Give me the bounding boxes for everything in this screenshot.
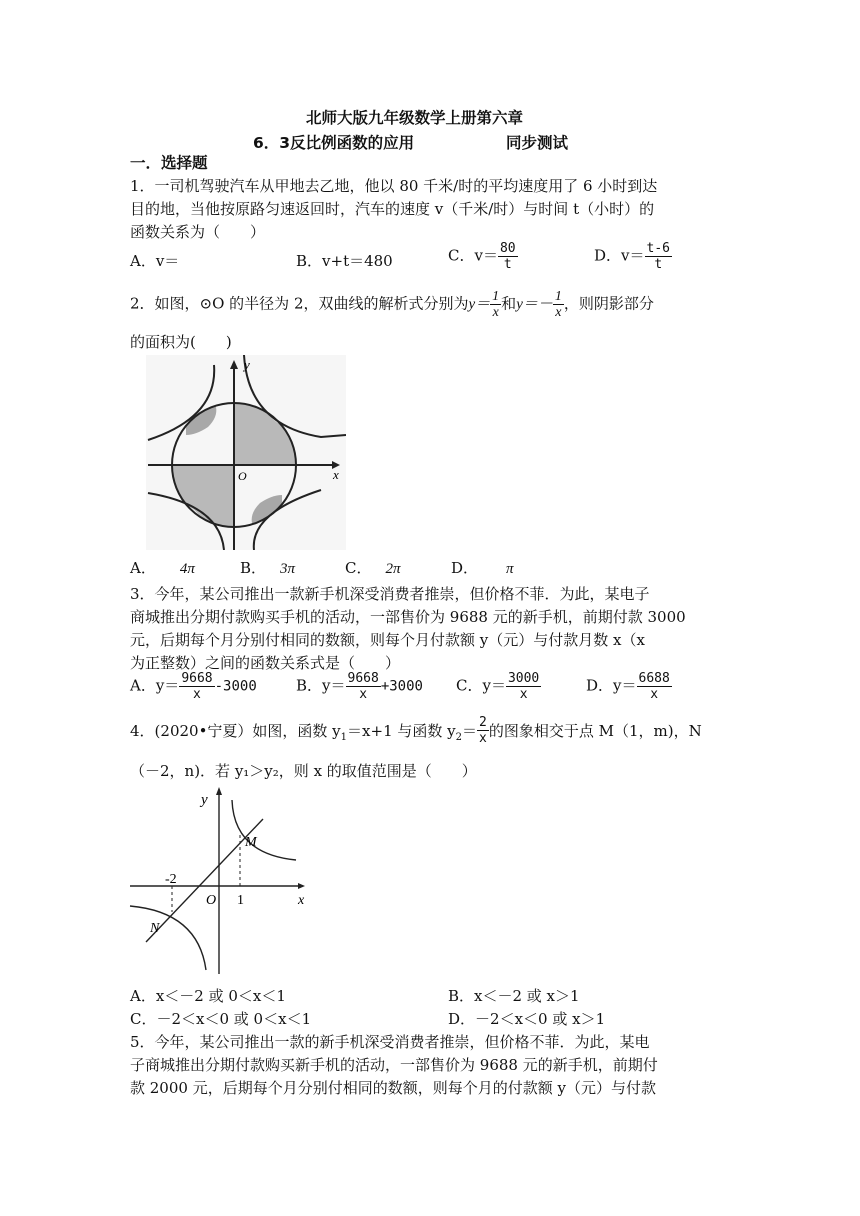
q4-option-c: C．－2＜x＜0 或 0＜x＜1 xyxy=(130,1010,312,1028)
q4-figure xyxy=(128,784,328,976)
q2-option-c-value: 2π xyxy=(385,561,401,577)
q4-fraction-numerator: 2 xyxy=(479,715,487,730)
q3-option-c-prefix: C．y＝ xyxy=(456,676,506,695)
q4-option-b: B．x＜－2 或 x＞1 xyxy=(448,987,580,1005)
q2-option-b-label: B． xyxy=(240,559,267,577)
q2-option-b-value: 3π xyxy=(280,561,296,577)
q3-option-c xyxy=(456,672,541,701)
q4-fraction xyxy=(477,716,489,745)
q4-tick-1: 1 xyxy=(237,893,244,908)
q2-figure xyxy=(146,355,346,550)
q2-option-c xyxy=(345,558,401,579)
q2-x-label: x xyxy=(333,467,339,482)
q1-line2: 目的地，当他按原路匀速返回时，汽车的速度 v（千米/时）与时间 t（小时）的 xyxy=(130,200,655,218)
q3-line2: 商城推出分期付款购买手机的活动，一部售价为 9688 元的新手机，前期付款 3000 xyxy=(130,608,686,626)
q2-option-b xyxy=(240,558,295,579)
q2-y-label: y xyxy=(244,357,250,372)
q2-option-a xyxy=(130,558,195,579)
q5-line2: 子商城推出分期付款购买新手机的活动，一部售价为 9688 元的新手机，前期付 xyxy=(130,1056,658,1074)
q5-line3: 款 2000 元，后期每个月分别付相同的数额，则每个月的付款额 y（元）与付款 xyxy=(130,1079,656,1097)
q4-sub2: 2 xyxy=(455,732,463,743)
q4-y-label: y xyxy=(201,792,208,808)
q4-tick-neg2: -2 xyxy=(165,872,177,887)
q3-option-b-denominator: x xyxy=(359,687,368,702)
q4-option-a: A．x＜－2 或 0＜x＜1 xyxy=(130,987,286,1005)
q3-option-b-suffix: +3000 xyxy=(380,678,423,695)
q3-option-a-fraction xyxy=(179,672,214,701)
q2-option-c-label: C． xyxy=(345,559,372,577)
q3-option-b xyxy=(296,672,423,701)
page-subtitle: 6．3反比例函数的应用 xyxy=(253,134,415,152)
q2-eq1-lhs: y＝ xyxy=(468,296,491,313)
q4-line1-a: 4．(2020•宁夏）如图，函数 y xyxy=(130,722,341,740)
q4-origin-label: O xyxy=(206,893,217,908)
q4-sub1: 1 xyxy=(340,732,348,743)
q3-option-d-numerator: 6688 xyxy=(638,671,670,686)
q4-x-label: x xyxy=(298,893,305,908)
q1-option-d-prefix: D．v＝ xyxy=(594,246,645,265)
q1-option-d xyxy=(594,242,672,271)
q2-eq1-fraction xyxy=(490,290,501,319)
q4-y-arrow xyxy=(216,787,222,795)
q3-option-c-fraction xyxy=(506,672,541,701)
q2-option-d-value: π xyxy=(506,561,514,577)
q3-option-a xyxy=(130,672,257,701)
q4-line2: （－2，n)．若 y₁＞y₂，则 x 的取值范围是（ ） xyxy=(130,762,477,780)
q2-option-d-label: D． xyxy=(451,559,479,577)
q1-option-d-denominator: t xyxy=(654,257,663,272)
page-title: 北师大版九年级数学上册第六章 xyxy=(306,109,524,127)
q2-line1-text: 2．如图，⊙O 的半径为 2，双曲线的解析式分别为 xyxy=(130,294,469,313)
q1-option-c-prefix: C．v＝ xyxy=(448,246,498,265)
q2-option-d xyxy=(451,558,514,579)
q2-line2: 的面积为( ) xyxy=(130,333,232,351)
page-subtitle-right: 同步测试 xyxy=(506,134,569,152)
q1-option-b: B．v+t＝480 xyxy=(296,252,393,270)
q2-line1-tail: ，则阴影部分 xyxy=(563,294,654,313)
q4-line1-d: 的图象相交于点 M（1，m)，N xyxy=(488,722,702,740)
q1-option-c-denominator: t xyxy=(503,257,512,272)
q4-n-label: N xyxy=(150,921,160,936)
q2-eq2-numerator: 1 xyxy=(554,289,562,304)
q3-line4: 为正整数）之间的函数关系式是（ ） xyxy=(130,654,401,672)
q2-eq1-numerator: 1 xyxy=(492,289,500,304)
q4-hyperbola-negative xyxy=(130,906,206,970)
q3-option-a-suffix: -3000 xyxy=(214,678,257,695)
q5-line1: 5．今年，某公司推出一款的新手机深受消费者推崇，但价格不菲．为此，某电 xyxy=(130,1033,650,1051)
q1-line3: 函数关系为（ ） xyxy=(130,223,266,241)
q4-line1-c: ＝ xyxy=(462,722,478,740)
q3-option-b-fraction xyxy=(346,672,381,701)
section-heading: 一．选择题 xyxy=(130,154,208,172)
q4-hyperbola-positive xyxy=(232,800,296,860)
q3-option-b-numerator: 9668 xyxy=(347,671,379,686)
q4-line1-b: ＝x+1 与函数 y xyxy=(347,722,456,740)
q2-line1 xyxy=(130,290,654,319)
q3-option-c-denominator: x xyxy=(519,687,528,702)
q1-option-c-numerator: 80 xyxy=(499,241,516,256)
q3-option-a-prefix: A．y＝ xyxy=(130,676,180,695)
q3-line1: 3．今年，某公司推出一款新手机深受消费者推崇，但价格不菲．为此，某电子 xyxy=(130,585,650,603)
q1-option-d-numerator: t-6 xyxy=(646,241,670,256)
q3-line3: 元，后期每个月分别付相同的数额，则每个月付款额 y（元）与付款月数 x（x xyxy=(130,631,645,649)
q2-eq1-denominator: x xyxy=(492,305,499,320)
q4-line1 xyxy=(130,716,702,748)
q2-option-a-value: 4π xyxy=(179,561,195,577)
q3-option-a-denominator: x xyxy=(193,687,201,702)
q1-option-c-fraction xyxy=(498,242,518,271)
q1-option-c xyxy=(448,242,518,271)
q2-eq2-lhs: y＝－ xyxy=(516,296,553,313)
q4-option-d: D．－2＜x＜0 或 x＞1 xyxy=(448,1010,606,1028)
q3-option-b-prefix: B．y＝ xyxy=(296,676,346,695)
q4-fraction-denominator: x xyxy=(479,731,487,746)
q1-line1: 1．一司机驾驶汽车从甲地去乙地，他以 80 千米/时的平均速度用了 6 小时到达 xyxy=(130,177,658,195)
q1-option-a: A．v＝ xyxy=(130,252,180,270)
q3-option-d-fraction xyxy=(637,672,672,701)
q3-option-d-prefix: D．y＝ xyxy=(586,676,637,695)
q3-option-d-denominator: x xyxy=(650,687,659,702)
q1-option-d-fraction xyxy=(645,242,672,271)
q3-option-d xyxy=(586,672,672,701)
q2-eq2-denominator: x xyxy=(555,305,562,320)
q2-mid: 和 xyxy=(501,294,517,313)
q2-eq2-fraction xyxy=(553,290,564,319)
q3-option-a-numerator: 9668 xyxy=(181,671,213,686)
q3-option-c-numerator: 3000 xyxy=(507,671,540,686)
q4-x-arrow xyxy=(298,883,305,889)
q4-m-label: M xyxy=(245,835,257,850)
q2-origin-label: O xyxy=(238,469,247,483)
q2-option-a-label: A． xyxy=(130,559,156,577)
